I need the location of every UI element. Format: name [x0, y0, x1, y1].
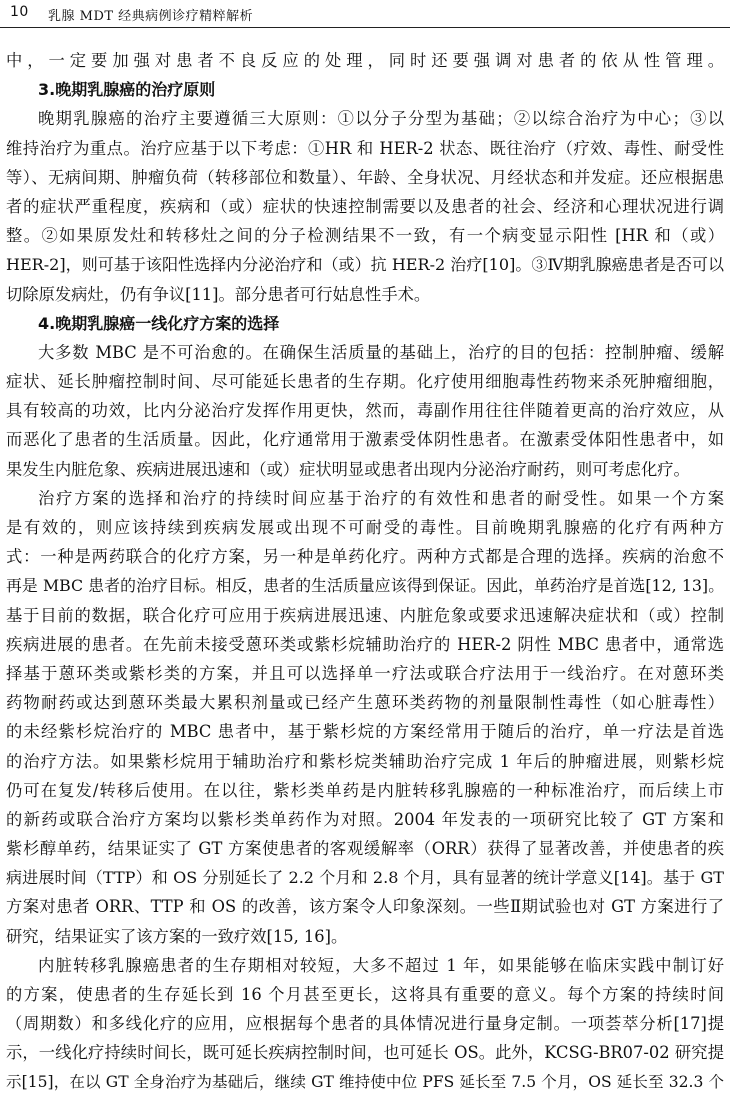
text-line: 示[15]，在以 GT 全身治疗为基础后，继续 GT 维持使中位 PFS 延长至 7.5 个月，OS 延长至 32.3 个: [6, 1072, 724, 1091]
text-line: 研究，结果证实了该方案的一致疗效[15, 16]。: [6, 926, 348, 946]
text-line: 晚期乳腺癌的治疗主要遵循三大原则：①以分子分型为基础；②以综合治疗为中心；③以: [38, 109, 724, 129]
text-line: 等）、无病间期、肿瘤负荷（转移部位和数量）、年龄、全身状况、月经状态和并发症。还应根据患: [6, 167, 724, 187]
text-line: 示，一线化疗持续时间长，既可延长疾病控制时间，也可延长 OS。此外，KCSG-BR07-02 研究提: [6, 1043, 724, 1063]
text-line: 内脏转移乳腺癌患者的生存期相对较短，大多不超过 1 年，如果能够在临床实践中制订好: [38, 955, 724, 975]
text-line: 方案对患者 ORR、TTP 和 OS 的改善，该方案令人印象深刻。一些Ⅱ期试验也对 GT 方案进行了: [6, 897, 724, 917]
section-heading: 3.晚期乳腺癌的治疗原则: [38, 80, 216, 100]
text-line: 再是 MBC 患者的治疗目标。相反，患者的生活质量应该得到保证。因此，单药治疗是首选[12, 13]。: [6, 576, 724, 596]
text-line: 大多数 MBC 是不可治愈的。在确保生活质量的基础上，治疗的目的包括：控制肿瘤、缓解: [38, 342, 724, 362]
text-line: 药物耐药或达到蒽环类最大累积剂量或已经产生蒽环类药物的剂量限制性毒性（如心脏毒性）: [6, 693, 724, 713]
text-line: 病进展时间（TTP）和 OS 分别延长了 2.2 个月和 2.8 个月，具有显著的统计学意义[14]。基于 GT: [6, 868, 724, 888]
text-line: 是有效的，则应该持续到疾病发展或出现不可耐受的毒性。目前晚期乳腺癌的化疗有两种方: [6, 518, 724, 537]
running-title: 乳腺 MDT 经典病例诊疗精粹解析: [48, 9, 254, 24]
text-line: 切除原发病灶，仍有争议[11]。部分患者可行姑息性手术。: [6, 284, 431, 304]
text-line: 整。②如果原发灶和转移灶之间的分子检测结果不一致，有一个病变显示阳性 [HR 和（或）: [6, 226, 724, 246]
text-line: 仍可在复发/转移后使用。在以往，紫杉类单药是内脏转移乳腺癌的一种标准治疗，而后续上市: [6, 780, 724, 800]
text-line: 紫杉醇单药，结果证实了 GT 方案使患者的客观缓解率（ORR）获得了显著改善，并使患者的疾: [6, 839, 724, 859]
section-heading: 4.晚期乳腺癌一线化疗方案的选择: [38, 313, 280, 333]
text-line: 维持治疗为重点。治疗应基于以下考虑：①HR 和 HER-2 状态、既往治疗（疗效、毒性、耐受性: [6, 138, 724, 158]
text-line: 的治疗方法。如果紫杉烷用于辅助治疗和紫杉烷类辅助治疗完成 1 年后的肿瘤进展，则紫杉烷: [6, 751, 724, 771]
text-line: 治疗方案的选择和治疗的持续时间应基于治疗的有效性和患者的耐受性。如果一个方案: [38, 488, 724, 508]
text-line: 的新药或联合治疗方案均以紫杉类单药作为对照。2004 年发表的一项研究比较了 GT 方案和: [6, 809, 724, 829]
text-line: 基于目前的数据，联合化疗可应用于疾病进展迅速、内脏危象或要求迅速解决症状和（或）控制: [6, 605, 724, 625]
text-line: 的方案，使患者的生存延长到 16 个月甚至更长，这将具有重要的意义。每个方案的持续时间: [6, 985, 724, 1004]
text-line: HER-2]，则可基于该阳性选择内分泌治疗和（或）抗 HER-2 治疗[10]。③Ⅳ期乳腺癌患者是否可以: [6, 255, 724, 275]
page-header: [0, 0, 730, 28]
text-line: 症状、延长肿瘤控制时间、尽可能延长患者的生存期。化疗使用细胞毒性药物来杀死肿瘤细胞，: [6, 372, 724, 392]
page-number: 10: [10, 4, 29, 20]
body-text: [6, 46, 724, 1096]
text-line: 择基于蒽环类或紫杉类的方案，并且可以选择单一疗法或联合疗法用于一线治疗。在对蒽环类: [6, 663, 724, 683]
text-line: 而恶化了患者的生活质量。因此，化疗通常用于激素受体阴性患者。在激素受体阳性患者中，如: [6, 430, 724, 450]
text-line: 果发生内脏危象、疾病进展迅速和（或）症状明显或患者出现内分泌治疗耐药，则可考虑化疗。: [6, 459, 690, 479]
text-line: 具有较高的功效，比内分泌治疗发挥作用更快，然而，毒副作用往往伴随着更高的治疗效应，从: [6, 401, 724, 421]
text-line: （周期数）和多线化疗的应用，应根据每个患者的具体情况进行量身定制。一项荟萃分析[17]提: [6, 1014, 724, 1034]
text-line: 者的症状严重程度，疾病和（或）症状的快速控制需要以及患者的社会、经济和心理状况进行调: [6, 196, 724, 216]
text-line: 中，一定要加强对患者不良反应的处理，同时还要强调对患者的依从性管理。: [6, 51, 724, 70]
text-line: 疾病进展的患者。在先前未接受蒽环类或紫杉烷辅助治疗的 HER-2 阴性 MBC 患者中，通常选: [6, 634, 724, 654]
text-line: 式：一种是两药联合的化疗方案，另一种是单药化疗。两种方式都是合理的选择。疾病的治愈不: [6, 547, 724, 567]
text-line: 的未经紫杉烷治疗的 MBC 患者中，基于紫杉烷的方案经常用于随后的治疗，单一疗法是首选: [6, 722, 724, 742]
